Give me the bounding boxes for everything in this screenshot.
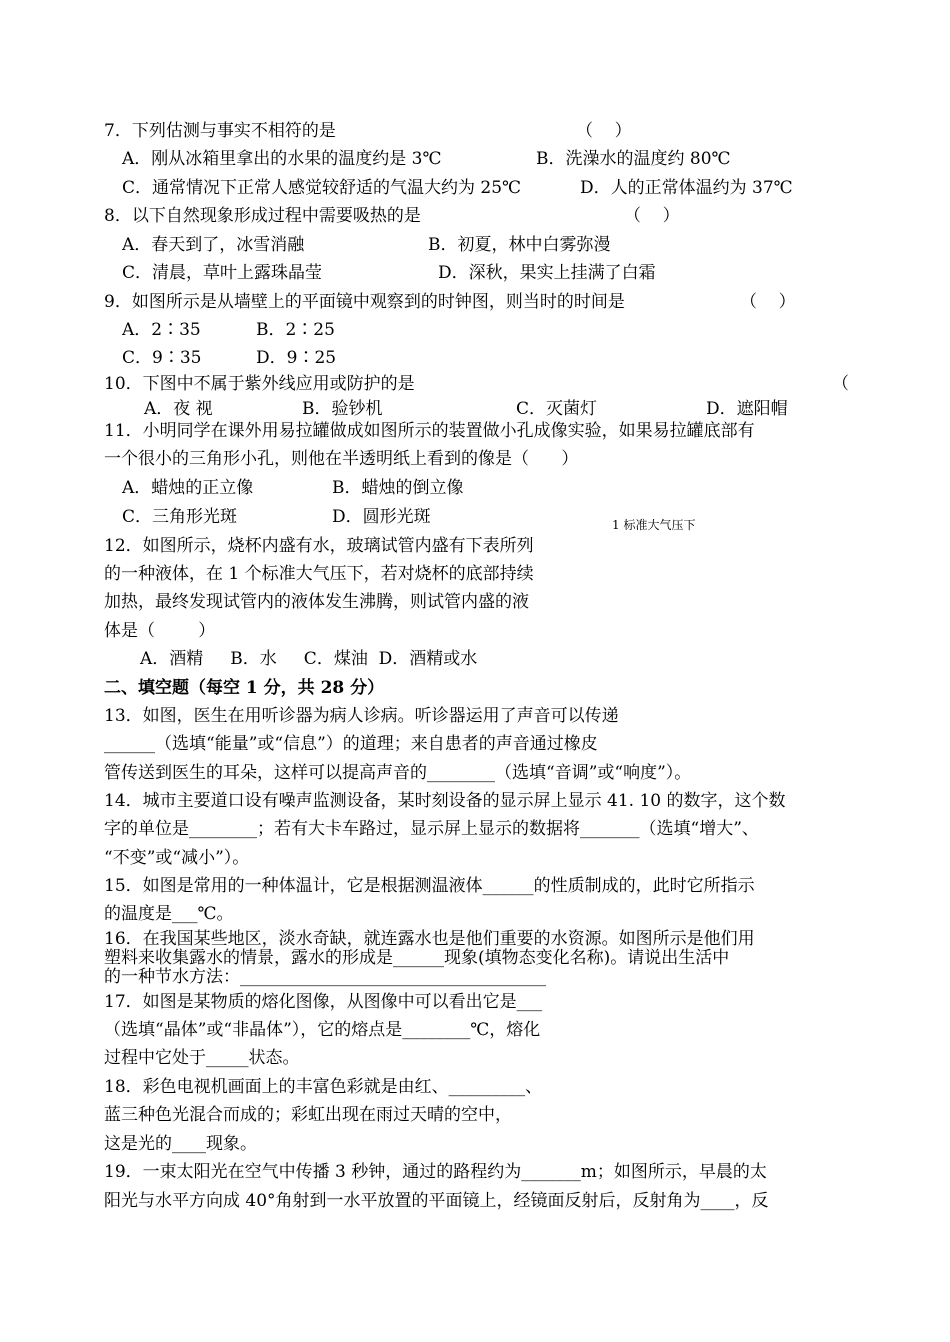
q8-option-c: C．清晨，草叶上露珠晶莹 [122,263,323,283]
q7-option-b: B．洗澡水的温度约 80℃ [536,149,731,169]
q12-options: A．酒精 B．水 C．煤油 D．酒精或水 [140,649,478,669]
q8-option-d: D．深秋，果实上挂满了白霜 [438,263,656,283]
q15-line-1: 15．如图是常用的一种体温计，它是根据测温液体______的性质制成的，此时它所指示 [104,876,755,896]
q19-line-2: 阳光与水平方向成 40°角射到一水平放置的平面镜上，经镜面反射后，反射角为____，反 [104,1191,769,1211]
q12-line-1: 12．如图所示，烧杯内盛有水，玻璃试管内盛有下表所列 [104,536,534,556]
q16-line-1: 16．在我国某些地区，淡水奇缺，就连露水也是他们重要的水资源。如图所示是他们用 [104,929,755,949]
q12-line-4: 体是（ ） [104,621,216,641]
q9-option-d: D．9∶25 [256,348,337,368]
q10-answer-paren: （ [832,374,849,394]
q8-answer-paren: （ ） [624,206,680,226]
q8-stem: 8．以下自然现象形成过程中需要吸热的是 [104,206,421,226]
q7-option-c: C．通常情况下正常人感觉较舒适的气温大约为 25℃ [122,178,522,198]
q17-line-3: 过程中它处于_____状态。 [104,1048,300,1068]
q13-line-1: 13．如图，医生在用听诊器为病人诊病。听诊器运用了声音可以传递 [104,706,619,726]
q9-option-a: A．2∶35 [122,320,201,340]
q18-line-3: 这是光的____现象。 [104,1134,257,1154]
q17-line-1: 17．如图是某物质的熔化图像，从图像中可以看出它是___ [104,992,543,1012]
q9-option-c: C．9∶35 [122,348,202,368]
q12-line-3: 加热，最终发现试管内的液体发生沸腾，则试管内盛的液 [104,592,529,612]
q16-line-3: 的一种节水方法：____________________________________ [104,967,546,987]
q9-answer-paren: （ ） [740,292,796,312]
q10-option-b: B．验钞机 [302,399,383,419]
q17-line-2: （选填“晶体”或“非晶体”），它的熔点是________℃，熔化 [104,1020,541,1040]
q9-stem: 9．如图所示是从墙壁上的平面镜中观察到的时钟图，则当时的时间是 [104,292,625,312]
q18-line-1: 18．彩色电视机画面上的丰富色彩就是由红、_________、 [104,1077,543,1097]
q7-stem: 7．下列估测与事实不相符的是 [104,121,336,141]
q10-stem: 10．下图中不属于紫外线应用或防护的是 [104,374,415,394]
q9-option-b: B．2∶25 [256,320,335,340]
q7-option-d: D．人的正常体温约为 37℃ [580,178,793,198]
q15-line-2: 的温度是___℃。 [104,904,234,924]
q11-line-2: 一个很小的三角形小孔，则他在半透明纸上看到的像是（ ） [104,449,579,469]
q11-line-1: 11．小明同学在课外用易拉罐做成如图所示的装置做小孔成像实验，如果易拉罐底部有 [104,421,755,441]
q8-option-b: B．初夏，林中白雾弥漫 [428,235,611,255]
q18-line-2: 蓝三种色光混合而成的；彩虹出现在雨过天晴的空中， [104,1105,512,1125]
q14-line-1: 14．城市主要道口设有噪声监测设备，某时刻设备的显示屏上显示 41. 10 的数字，这个数 [104,791,786,811]
q12-line-2: 的一种液体，在 1 个标准大气压下，若对烧杯的底部持续 [104,564,534,584]
q8-option-a: A．春天到了，冰雪消融 [122,235,305,255]
q10-option-a: A．夜 视 [144,399,213,419]
q16-line-2: 塑料来收集露水的情景，露水的形成是______现象(填物态变化名称)。请说出生活中 [104,948,730,968]
q13-line-3: 管传送到医生的耳朵，这样可以提高声音的________（选填“音调”或“响度”）。 [104,763,692,783]
q19-line-1: 19．一束太阳光在空气中传播 3 秒钟，通过的路程约为_______m；如图所示，早晨的太 [104,1162,767,1182]
q10-option-d: D．遮阳帽 [706,399,788,419]
table-caption: 1 标准大气压下 [612,518,696,532]
q11-option-a: A．蜡烛的正立像 [122,478,254,498]
q14-line-2: 字的单位是________；若有大卡车路过，显示屏上显示的数据将_______（选填“增大”、 [104,819,759,839]
q11-option-c: C．三角形光斑 [122,507,238,527]
q7-answer-paren: （ ） [576,121,632,141]
q7-option-a: A．刚从冰箱里拿出的水果的温度约是 3℃ [122,149,442,169]
q10-option-c: C．灭菌灯 [516,399,598,419]
q14-line-3: “不变”或“减小”）。 [104,848,250,868]
section-heading: 二、填空题（每空 1 分，共 28 分） [104,678,385,698]
q11-option-d: D．圆形光斑 [332,507,431,527]
q13-line-2: ______（选填“能量”或“信息”）的道理；来自患者的声音通过橡皮 [104,734,598,754]
q11-option-b: B．蜡烛的倒立像 [332,478,464,498]
